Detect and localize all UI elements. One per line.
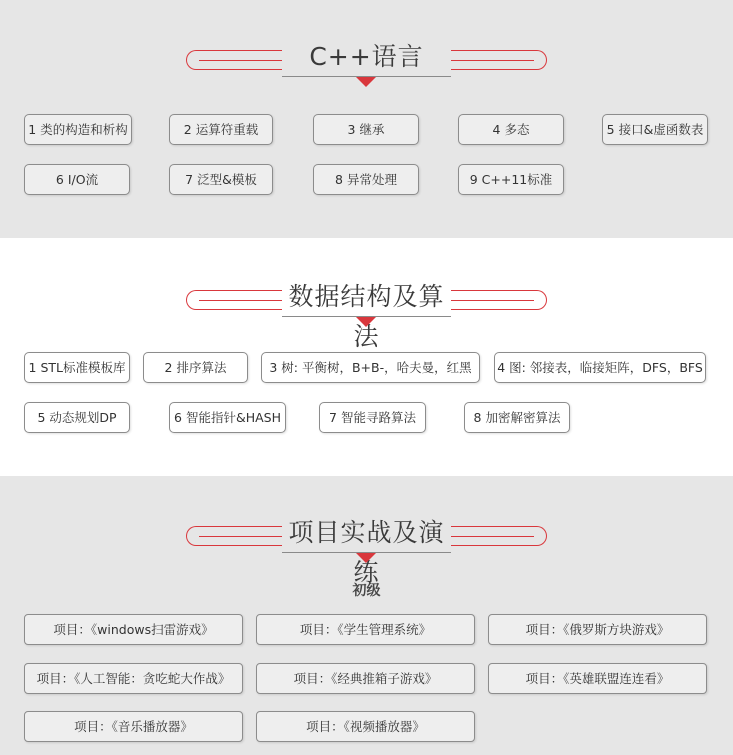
section-title-bar: [0, 516, 733, 587]
section-title-bar: [0, 40, 733, 100]
down-arrow-icon: [356, 317, 376, 327]
topic-chip[interactable]: 5 接口&虚函数表: [602, 114, 708, 145]
topic-chip[interactable]: 3 继承: [313, 114, 419, 145]
title-decor-right: [451, 50, 547, 70]
topic-chip[interactable]: 2 运算符重载: [169, 114, 273, 145]
topic-chip[interactable]: 6 智能指针&HASH: [169, 402, 286, 433]
project-card[interactable]: 项目：《windows扫雷游戏》: [24, 614, 243, 645]
down-arrow-icon: [356, 553, 376, 563]
title-decor-left: [186, 526, 282, 546]
topic-chip[interactable]: 8 异常处理: [313, 164, 419, 195]
topic-chip[interactable]: 9 C++11标准: [458, 164, 564, 195]
title-decor-right: [451, 290, 547, 310]
section-title: 项目实战及演练: [288, 518, 445, 587]
down-arrow-icon: [356, 77, 376, 87]
title-decor-left: [186, 50, 282, 70]
section-cpp: [0, 0, 733, 238]
topic-chip[interactable]: 6 I/O流: [24, 164, 130, 195]
topic-chip[interactable]: 8 加密解密算法: [464, 402, 570, 433]
topic-chip[interactable]: 2 排序算法: [143, 352, 248, 383]
project-card[interactable]: 项目：《英雄联盟连连看》: [488, 663, 707, 694]
section-title: 数据结构及算法: [288, 282, 445, 351]
topic-chip[interactable]: 7 智能寻路算法: [319, 402, 426, 433]
title-decor-left: [186, 290, 282, 310]
topic-chip[interactable]: 1 类的构造和析构: [24, 114, 132, 145]
section-projects: [0, 476, 733, 755]
project-card[interactable]: 项目：《人工智能：贪吃蛇大作战》: [24, 663, 243, 694]
project-card[interactable]: 项目：《视频播放器》: [256, 711, 475, 742]
topic-chip[interactable]: 4 多态: [458, 114, 564, 145]
topic-chip[interactable]: 5 动态规划DP: [24, 402, 130, 433]
topic-chip[interactable]: 4 图: 邻接表，临接矩阵，DFS，BFS: [494, 352, 706, 383]
project-card[interactable]: 项目：《经典推箱子游戏》: [256, 663, 475, 694]
title-decor-right: [451, 526, 547, 546]
project-card[interactable]: 项目：《俄罗斯方块游戏》: [488, 614, 707, 645]
section-algorithms: [0, 238, 733, 476]
project-card[interactable]: 项目：《音乐播放器》: [24, 711, 243, 742]
level-heading: 初级: [352, 583, 381, 599]
topic-chip[interactable]: 1 STL标准模板库: [24, 352, 130, 383]
project-card[interactable]: 项目：《学生管理系统》: [256, 614, 475, 645]
section-title: C++语言: [309, 42, 424, 71]
topic-chip[interactable]: 3 树: 平衡树，B+B-，哈夫曼，红黑: [261, 352, 480, 383]
topic-chip[interactable]: 7 泛型&模板: [169, 164, 273, 195]
section-title-bar: [0, 280, 733, 351]
